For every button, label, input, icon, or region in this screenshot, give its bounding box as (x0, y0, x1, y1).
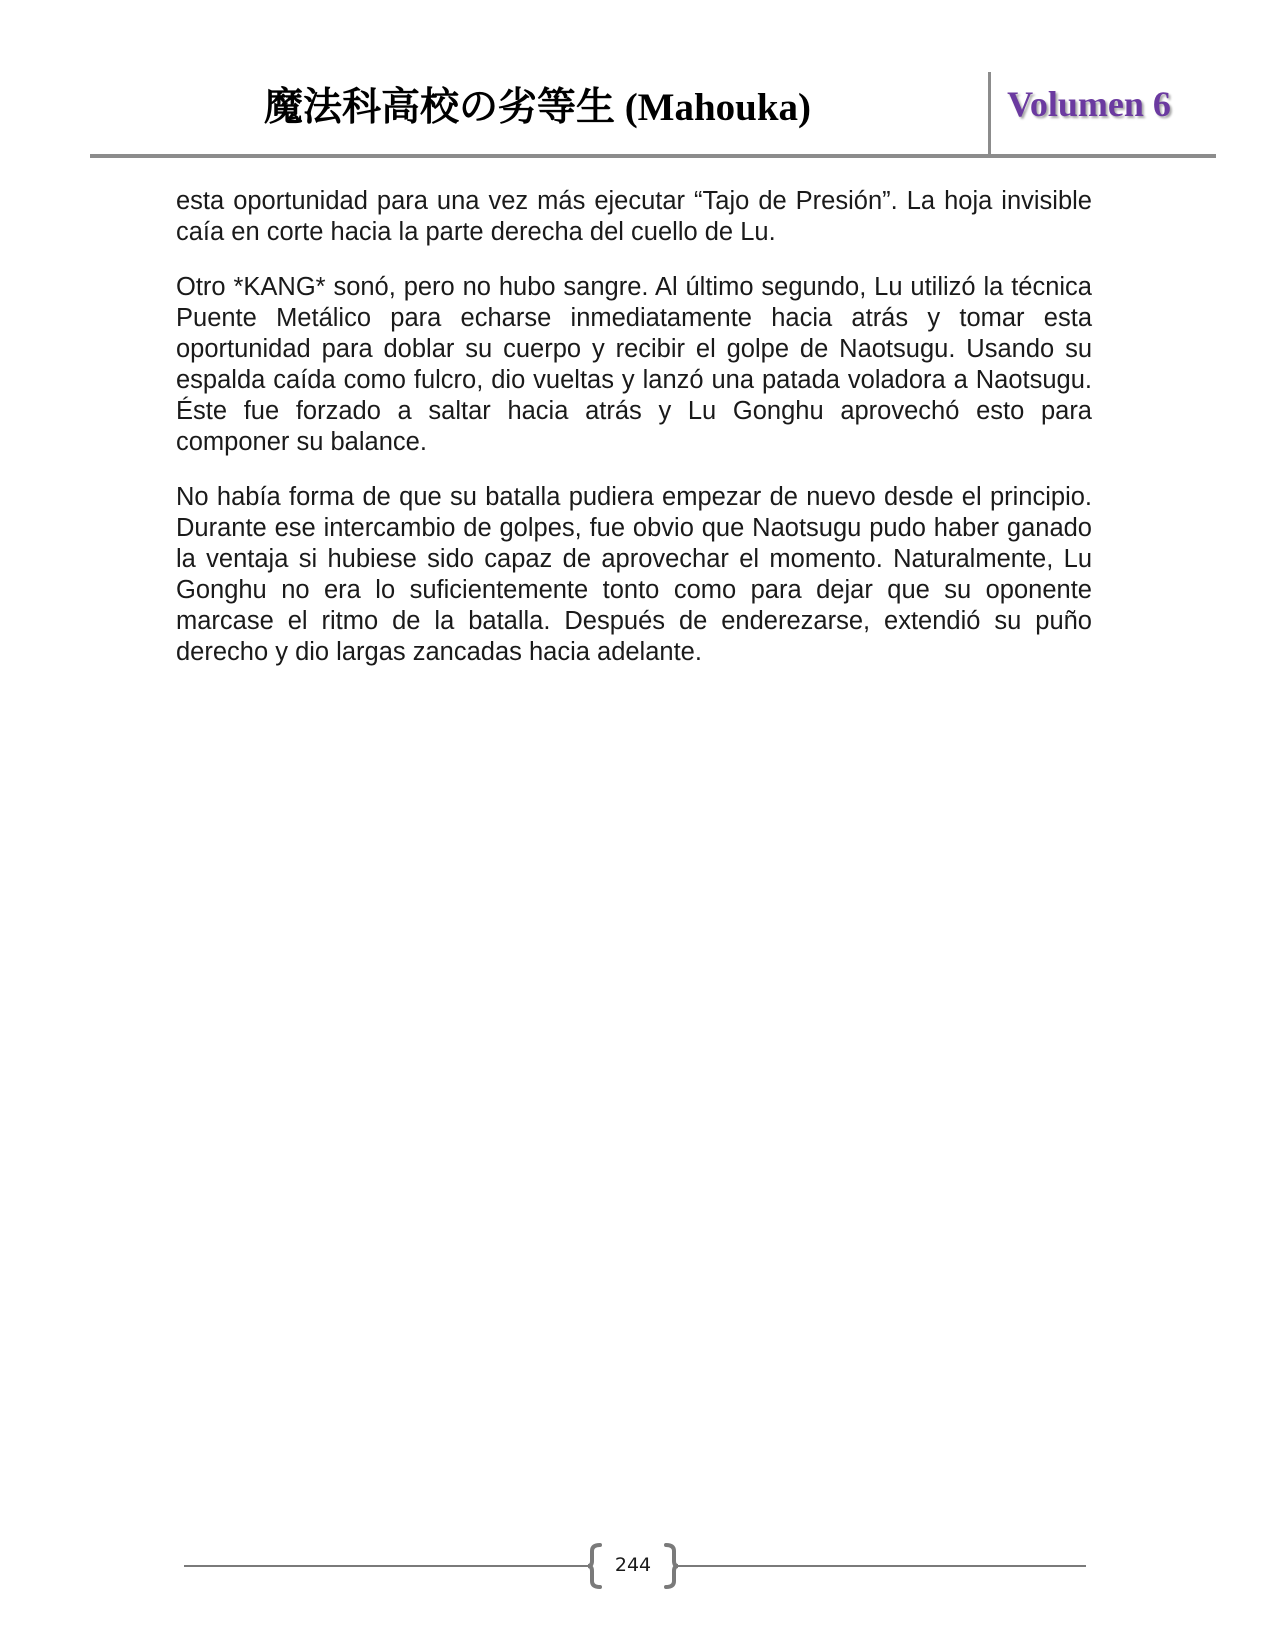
book-title: 魔法科高校の劣等生 (Mahouka) (263, 86, 812, 129)
page-header (0, 0, 1275, 160)
header-divider (988, 72, 991, 156)
page-footer (0, 1535, 1275, 1595)
footer-rule-left (184, 1565, 588, 1567)
paragraph: Otro *KANG* sonó, pero no hubo sangre. Al último segundo, Lu utilizó la técnica Puente Metálico para echarse inmediatamente hacia atrás y tomar esta oportunidad para doblar su cuerpo y recibir el golpe de Naotsugu. Usando su espalda caída como fulcro, dio vueltas y lanzó una patada voladora a Naotsugu. Éste fue forzado a saltar hacia atrás y Lu Gonghu aprovechó esto para componer su balance. (176, 273, 1092, 456)
paragraph: esta oportunidad para una vez más ejecutar “Tajo de Presión”. La hoja invisible caía en corte hacia la parte derecha del cuello de Lu. (176, 187, 1092, 246)
footer-rule-right (678, 1565, 1086, 1567)
volume-label: Volumen 6 (1007, 84, 1171, 124)
page-number-frame (588, 1543, 678, 1589)
header-rule (90, 154, 1216, 158)
page-body (176, 186, 1092, 692)
paragraph: No había forma de que su batalla pudiera empezar de nuevo desde el principio. Durante ese intercambio de golpes, fue obvio que Naotsugu pudo haber ganado la ventaja si hubiese sido capaz de aprovechar el momento. Naturalmente, Lu Gonghu no era lo suficientemente tonto como para dejar que su oponente marcase el ritmo de la batalla. Después de enderezarse, extendió su puño derecho y dio largas zancadas hacia adelante. (176, 483, 1092, 666)
page-number: 244 (614, 1554, 652, 1576)
